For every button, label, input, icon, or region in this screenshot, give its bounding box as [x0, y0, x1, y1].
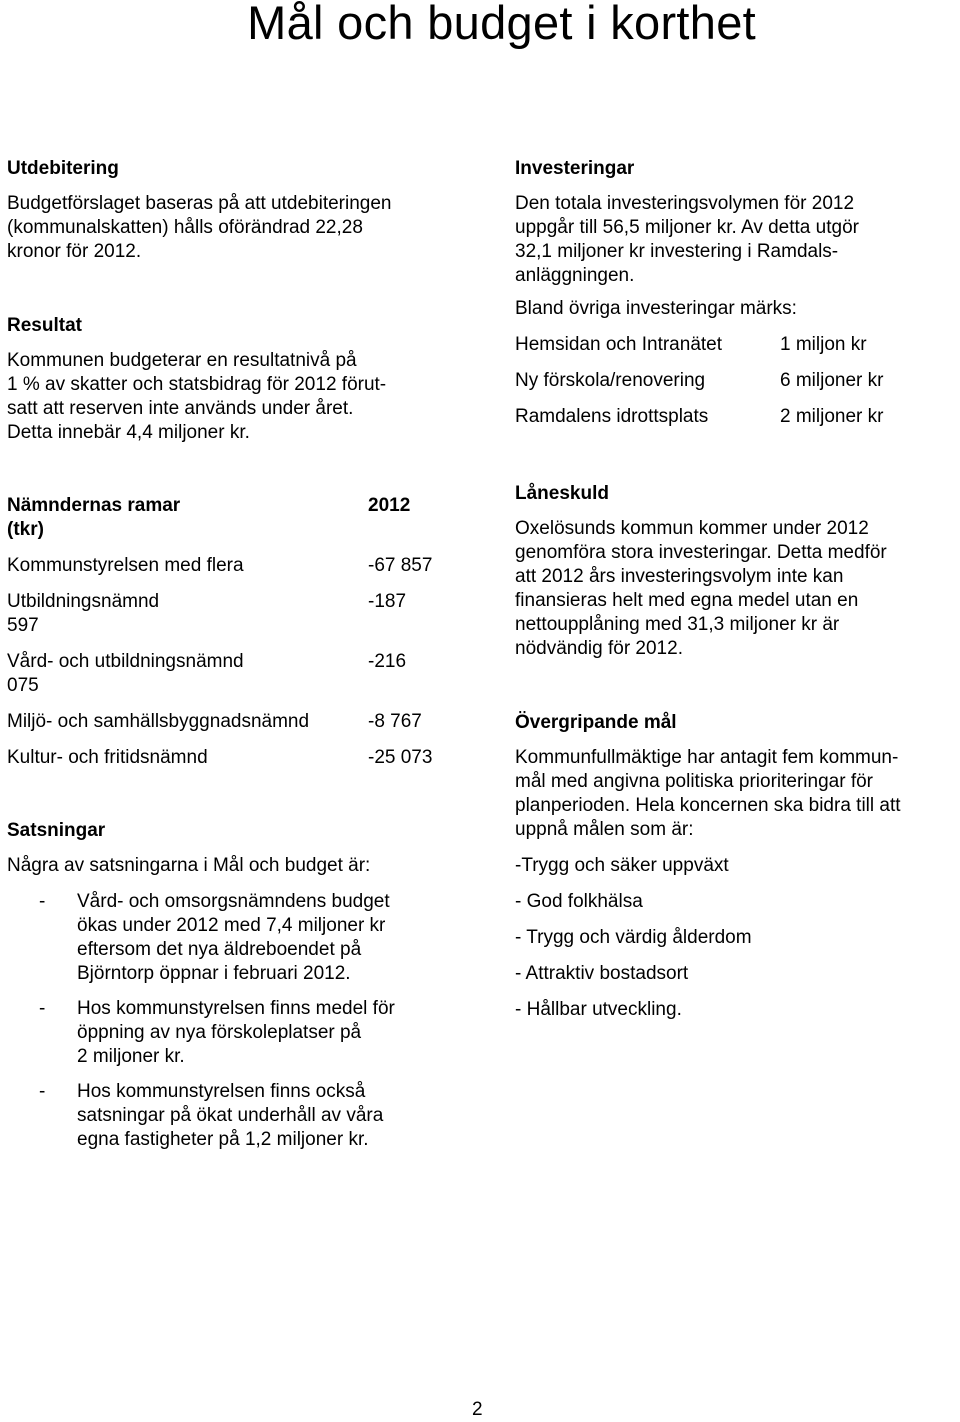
laneskuld-line: genomföra stora investeringar. Detta medför: [515, 542, 887, 563]
goal-item: - Attraktiv bostadsort: [515, 963, 689, 984]
investment-row: [515, 405, 960, 441]
namnd-label: Utbildningsnämnd: [7, 591, 160, 612]
investeringar-line: anläggningen.: [515, 265, 635, 286]
utdebitering-line: Budgetförslaget baseras på att utdebiteringen: [7, 193, 392, 214]
utdebitering-line: (kommunalskatten) hålls oförändrad 22,28: [7, 217, 363, 238]
list-item-line: egna fastigheter på 1,2 miljoner kr.: [77, 1129, 369, 1150]
investment-label: Ramdalens idrottsplats: [515, 406, 709, 427]
investeringar-section: [515, 157, 960, 441]
list-item-line: satsningar på ökat underhåll av våra: [77, 1105, 384, 1126]
satsningar-heading: Satsningar: [7, 820, 106, 841]
list-item-line: Hos kommunstyrelsen finns medel för: [77, 998, 395, 1019]
namnder-heading-line2: (tkr): [7, 519, 44, 540]
list-dash: -: [39, 998, 46, 1019]
namnd-value: -25 073: [368, 747, 433, 768]
laneskuld-line: finansieras helt med egna medel utan en: [515, 590, 859, 611]
overgripande-line: Kommunfullmäktige har antagit fem kommun-: [515, 747, 899, 768]
goal-item: -Trygg och säker uppväxt: [515, 855, 729, 876]
page-title: Mål och budget i korthet: [247, 0, 756, 49]
laneskuld-section: [515, 482, 960, 661]
investeringar-line: 32,1 miljoner kr investering i Ramdals-: [515, 241, 839, 262]
investment-amount: 2 miljoner kr: [780, 406, 884, 427]
investment-row: [515, 369, 960, 405]
satsningar-list: [7, 890, 467, 1152]
namnd-label: Kommunstyrelsen med flera: [7, 555, 244, 576]
list-item: [7, 890, 447, 986]
utdebitering-line: kronor för 2012.: [7, 241, 142, 262]
list-item-line: Hos kommunstyrelsen finns också: [77, 1081, 366, 1102]
list-item: [7, 1080, 447, 1152]
namnd-value: -8 767: [368, 711, 422, 732]
laneskuld-line: nettoupplåning med 31,3 miljoner kr är: [515, 614, 840, 635]
namnder-heading-line1: Nämndernas ramar: [7, 495, 181, 516]
namnd-row: [7, 746, 467, 770]
overgripande-heading: Övergripande mål: [515, 712, 677, 733]
laneskuld-line: nödvändig för 2012.: [515, 638, 683, 659]
namnder-section: [7, 494, 467, 770]
resultat-heading: Resultat: [7, 315, 82, 336]
utdebitering-section: [7, 157, 467, 264]
overgripande-line: mål med angivna politiska prioriteringar för: [515, 771, 873, 792]
list-item-line: ökas under 2012 med 7,4 miljoner kr: [77, 915, 386, 936]
namnd-row: [7, 590, 467, 638]
namnd-row: [7, 710, 467, 734]
namnd-label-cont: 597: [7, 615, 39, 636]
list-item: [7, 997, 447, 1069]
resultat-line: Kommunen budgeterar en resultatnivå på: [7, 350, 357, 371]
goal-item: - Trygg och värdig ålderdom: [515, 927, 752, 948]
list-dash: -: [39, 1081, 46, 1102]
list-item-line: eftersom det nya äldreboendet på: [77, 939, 362, 960]
goal-item: - God folkhälsa: [515, 891, 643, 912]
overgripande-line: uppnå målen som är:: [515, 819, 694, 840]
investment-amount: 1 miljon kr: [780, 334, 867, 355]
utdebitering-heading: Utdebitering: [7, 158, 119, 179]
list-item-line: 2 miljoner kr.: [77, 1046, 185, 1067]
laneskuld-line: Oxelösunds kommun kommer under 2012: [515, 518, 869, 539]
investment-label: Hemsidan och Intranätet: [515, 334, 723, 355]
namnd-label-cont: 075: [7, 675, 39, 696]
namnd-row: [7, 554, 467, 578]
list-dash: -: [39, 891, 46, 912]
page-number: 2: [472, 1399, 483, 1420]
investeringar-heading: Investeringar: [515, 158, 635, 179]
investment-amount: 6 miljoner kr: [780, 370, 884, 391]
investeringar-line: uppgår till 56,5 miljoner kr. Av detta utgör: [515, 217, 859, 238]
namnd-label: Kultur- och fritidsnämnd: [7, 747, 208, 768]
resultat-section: [7, 314, 467, 445]
investeringar-intro: Bland övriga investeringar märks:: [515, 298, 797, 319]
namnd-value: -187: [368, 591, 407, 612]
namnder-header: [7, 494, 467, 542]
resultat-line: Detta innebär 4,4 miljoner kr.: [7, 422, 250, 443]
namnder-year: 2012: [368, 495, 411, 516]
list-item-line: Vård- och omsorgsnämndens budget: [77, 891, 390, 912]
namnder-heading: [7, 494, 207, 542]
resultat-line: satt att reserven inte används under året.: [7, 398, 354, 419]
namnd-value: -216: [368, 651, 407, 672]
goal-item: - Hållbar utveckling.: [515, 999, 682, 1020]
investeringar-line: Den totala investeringsvolymen för 2012: [515, 193, 855, 214]
investment-label: Ny förskola/renovering: [515, 370, 706, 391]
laneskuld-heading: Låneskuld: [515, 483, 609, 504]
namnd-label: Vård- och utbildningsnämnd: [7, 651, 244, 672]
namnd-row: [7, 650, 467, 698]
satsningar-section: [7, 819, 467, 1163]
overgripande-line: planperioden. Hela koncernen ska bidra till att: [515, 795, 901, 816]
overgripande-section: [515, 711, 960, 1034]
namnd-label: Miljö- och samhällsbyggnadsnämnd: [7, 711, 310, 732]
namnd-value: -67 857: [368, 555, 433, 576]
laneskuld-line: att 2012 års investeringsvolym inte kan: [515, 566, 844, 587]
investment-row: [515, 333, 960, 369]
satsningar-intro: Några av satsningarna i Mål och budget är:: [7, 855, 371, 876]
list-item-line: öppning av nya förskoleplatser på: [77, 1022, 362, 1043]
list-item-line: Björntorp öppnar i februari 2012.: [77, 963, 351, 984]
resultat-line: 1 % av skatter och statsbidrag för 2012 förut-: [7, 374, 387, 395]
